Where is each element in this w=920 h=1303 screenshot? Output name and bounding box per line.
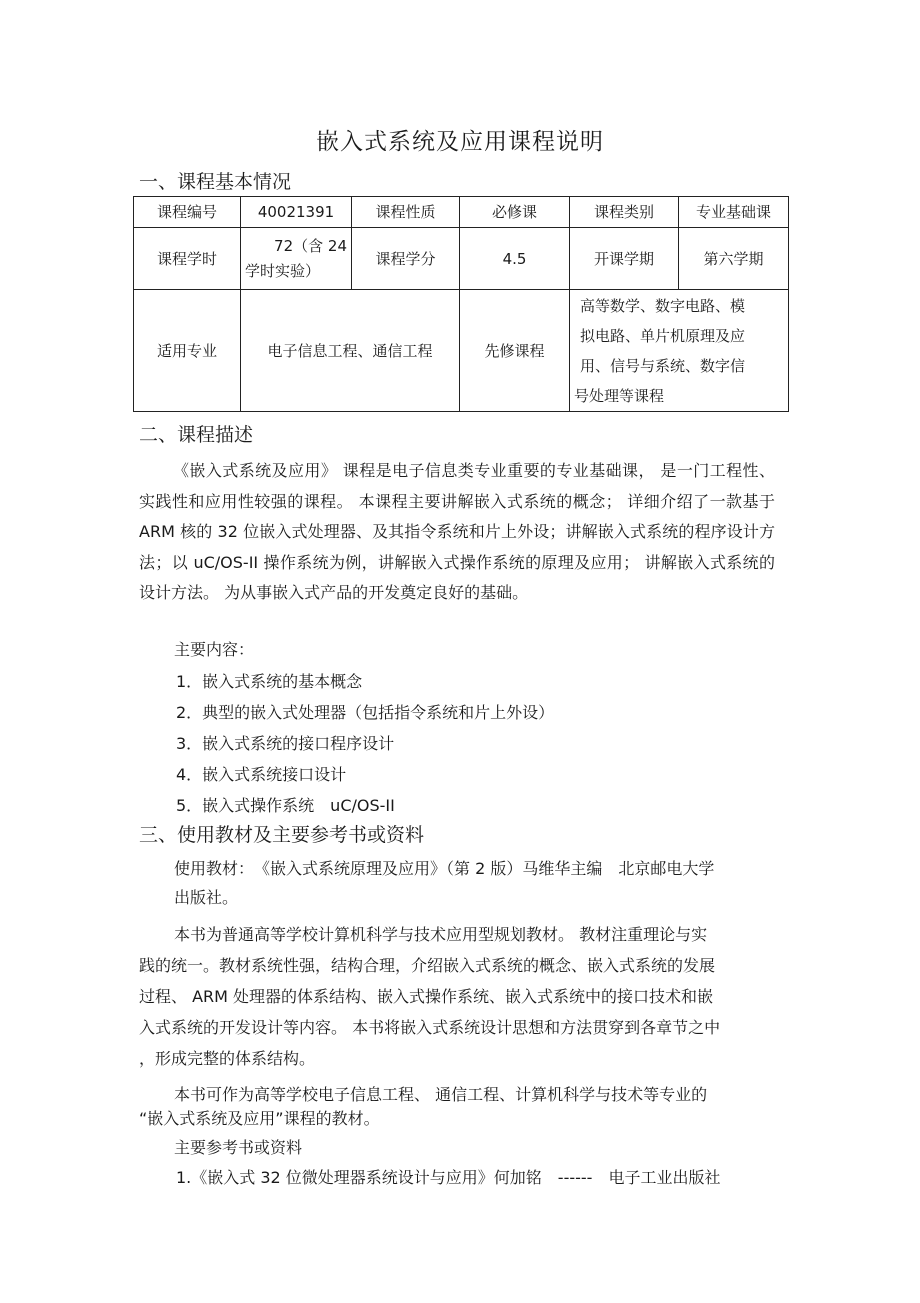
table-row — [134, 228, 789, 290]
table-cell: 4.5 — [460, 228, 570, 290]
cell-line: 学时实验） — [245, 261, 321, 280]
cell-line: 72（含 24 — [274, 236, 347, 255]
textbook-line: 出版社。 — [174, 888, 239, 907]
list-item: 5．嵌入式操作系统 uC/OS-II — [176, 796, 395, 815]
table-cell: 第六学期 — [679, 228, 789, 290]
table-cell: 专业基础课 — [679, 197, 789, 228]
table-row — [134, 197, 789, 228]
list-item: 2．典型的嵌入式处理器（包括指令系统和片上外设） — [176, 703, 555, 722]
table-cell — [241, 228, 352, 290]
book-description-line: 入式系统的开发设计等内容。 本书将嵌入式系统设计思想和方法贯穿到各章节之中 — [139, 1018, 721, 1037]
book-usage-line: 本书可作为高等学校电子信息工程、 通信工程、计算机科学与技术等专业的 — [174, 1085, 708, 1104]
list-item: 3．嵌入式系统的接口程序设计 — [176, 734, 395, 753]
table-cell: 课程编号 — [134, 197, 241, 228]
list-item: 1．嵌入式系统的基本概念 — [176, 672, 363, 691]
table-cell: 电子信息工程、通信工程 — [241, 290, 460, 412]
page-title: 嵌入式系统及应用课程说明 — [316, 129, 604, 155]
main-content-label: 主要内容： — [174, 640, 255, 659]
cell-line: 高等数学、数字电路、模 — [580, 296, 746, 315]
table-cell: 先修课程 — [460, 290, 570, 412]
section3-heading: 三、使用教材及主要参考书或资料 — [139, 824, 425, 846]
section2-heading: 二、课程描述 — [139, 424, 254, 446]
cell-line: 用、信号与系统、数字信 — [580, 356, 746, 375]
cell-line: 号处理等课程 — [574, 386, 665, 405]
book-description-line: 践的统一。教材系统性强，结构合理，介绍嵌入式系统的概念、嵌入式系统的发展 — [139, 956, 716, 975]
cell-line: 拟电路、单片机原理及应 — [580, 326, 746, 345]
section1-heading: 一、课程基本情况 — [139, 171, 292, 193]
table-cell: 课程学分 — [352, 228, 460, 290]
table-row — [134, 290, 789, 412]
book-description-line: 过程、 ARM 处理器的体系结构、嵌入式操作系统、嵌入式系统中的接口技术和嵌 — [139, 987, 714, 1006]
reference-label: 主要参考书或资料 — [174, 1138, 303, 1157]
course-info-table — [133, 196, 789, 412]
textbook-line: 使用教材： 《嵌入式系统原理及应用》（第 2 版）马维华主编 北京邮电大学 — [174, 859, 715, 878]
list-item: 4．嵌入式系统接口设计 — [176, 765, 347, 784]
book-description-line: 本书为普通高等学校计算机科学与技术应用型规划教材。 教材注重理论与实 — [174, 925, 708, 944]
book-usage-line: “嵌入式系统及应用”课程的教材。 — [139, 1109, 380, 1128]
table-cell — [570, 290, 789, 412]
book-description-line: ，形成完整的体系结构。 — [139, 1049, 316, 1068]
table-cell: 40021391 — [241, 197, 352, 228]
course-description: 《嵌入式系统及应用》 课程是电子信息类专业重要的专业基础课， 是一门工程性、实践性和应用性较强的课程。 本课程主要讲解嵌入式系统的概念； 详细介绍了一款基于 ARM 核的 32 位嵌入式处理器、及其指令系统和片上外设；讲解嵌入式系统的程序设计方法；以 uC/OS-II 操作系统为例，讲解嵌入式操作系统的原理及应用； 讲解嵌入式系统的设计方法。 为从事嵌入式产品的开发奠定良好的基础。 — [139, 461, 775, 602]
table-cell: 课程学时 — [134, 228, 241, 290]
reference-item: 1.《嵌入式 32 位微处理器系统设计与应用》何加铭 ------ 电子工业出版社 — [176, 1168, 721, 1187]
table-cell: 课程性质 — [352, 197, 460, 228]
table-cell: 必修课 — [460, 197, 570, 228]
table-cell: 课程类别 — [570, 197, 679, 228]
table-cell: 适用专业 — [134, 290, 241, 412]
table-cell: 开课学期 — [570, 228, 679, 290]
